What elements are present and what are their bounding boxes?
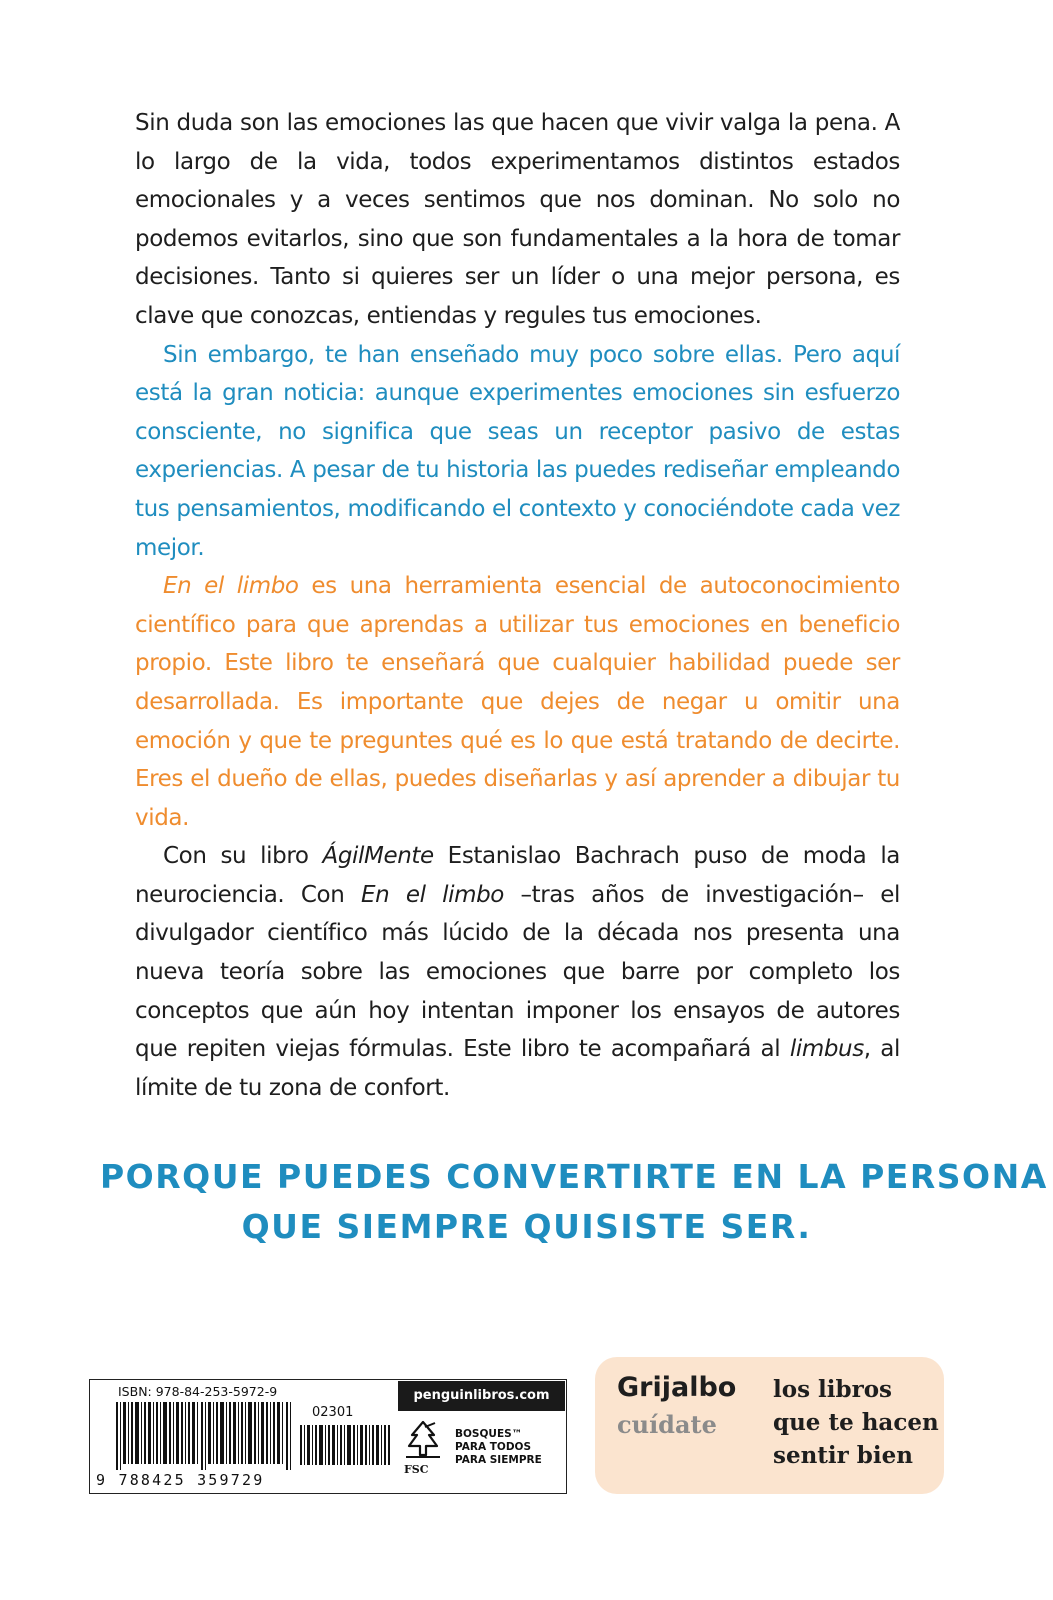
author-text-c: –tras años de investigación– el divulgador científico más lúcido de la década nos presenta una nueva teoría sobre las emociones que barre por completo los conceptos que aún hoy intentan imponer los ensayos de autores que repiten viejas fórmulas. Este libro te acompañará al — [135, 881, 900, 1063]
slogan-line-3: sentir bien — [773, 1442, 913, 1469]
slogan-line-2: que te hacen — [773, 1409, 939, 1436]
publisher-name: Grijalbo — [617, 1372, 737, 1403]
book-title-italic-2: En el limbo — [360, 881, 504, 908]
barcode-digits: 9 788425 359729 — [96, 1471, 265, 1489]
back-cover-text — [135, 104, 900, 1107]
addon-barcode-icon — [300, 1425, 392, 1465]
fsc-tree-icon — [403, 1419, 443, 1461]
slogan-line-1: los libros — [773, 1376, 892, 1403]
paragraph-however: Sin embargo, te han enseñado muy poco sobre ellas. Pero aquí está la gran noticia: aunque experimentes emociones sin esfuerzo consciente, no significa que seas un receptor pasivo de estas experiencias. A pesar de tu historia las puedes rediseñar empleando tus pensamientos, modificando el contexto y conociéndote cada vez mejor. — [135, 341, 900, 561]
paragraph-author — [135, 837, 900, 1107]
paragraph-book-description-text: es una herramienta esencial de autoconocimiento científico para que aprendas a utilizar tus emociones en beneficio propio. Este libro te enseñará que cualquier habilidad puede ser desarrollada. Es importante que dejes de negar u omitir una emoción y que te preguntes qué es lo que está tratando de decirte. Eres el dueño de ellas, puedes diseñarlas y así aprender a dibujar tu vida. — [135, 573, 901, 831]
publisher-collection: cuídate — [617, 1410, 717, 1439]
limbus-italic: limbus — [789, 1036, 864, 1063]
tagline-line-2: QUE SIEMPRE QUISISTE SER. — [241, 1207, 812, 1246]
fsc-line-2: PARA TODOS — [455, 1441, 532, 1453]
fsc-line-3: PARA SIEMPRE — [455, 1454, 542, 1466]
book-title-italic: En el limbo — [163, 573, 299, 600]
tagline-line-1: PORQUE PUEDES CONVERTIRTE EN LA PERSONA — [100, 1157, 1048, 1196]
price-code: 02301 — [312, 1405, 354, 1420]
publisher-url: penguinlibros.com — [398, 1381, 565, 1411]
fsc-line-1: BOSQUES™ — [455, 1428, 523, 1440]
author-text-b: Estanislao Bachrach puso de moda la neurociencia. Con — [135, 843, 901, 908]
fsc-slogan — [455, 1428, 542, 1467]
barcode-icon — [116, 1402, 296, 1470]
previous-book-title: ÁgilMente — [322, 843, 434, 870]
paragraph-intro: Sin duda son las emociones las que hacen que vivir valga la pena. A lo largo de la vida, todos experimentamos distintos estados emocionales y a veces sentimos que nos dominan. No solo no podemos evitarlos, sino que son fundamentales a la hora de tomar decisiones. Tanto si quieres ser un líder o una mejor persona, es clave que conozcas, entiendas y regules tus emociones. — [135, 110, 900, 329]
author-text-a: Con su libro — [163, 843, 323, 870]
author-text-d: , al límite de tu zona de confort. — [135, 1036, 900, 1101]
tagline — [100, 1152, 1048, 1252]
paragraph-book-description — [135, 567, 900, 837]
publisher-slogan — [773, 1373, 939, 1472]
isbn-label: ISBN: 978-84-253-5972-9 — [118, 1384, 278, 1399]
fsc-label: FSC — [404, 1463, 429, 1476]
